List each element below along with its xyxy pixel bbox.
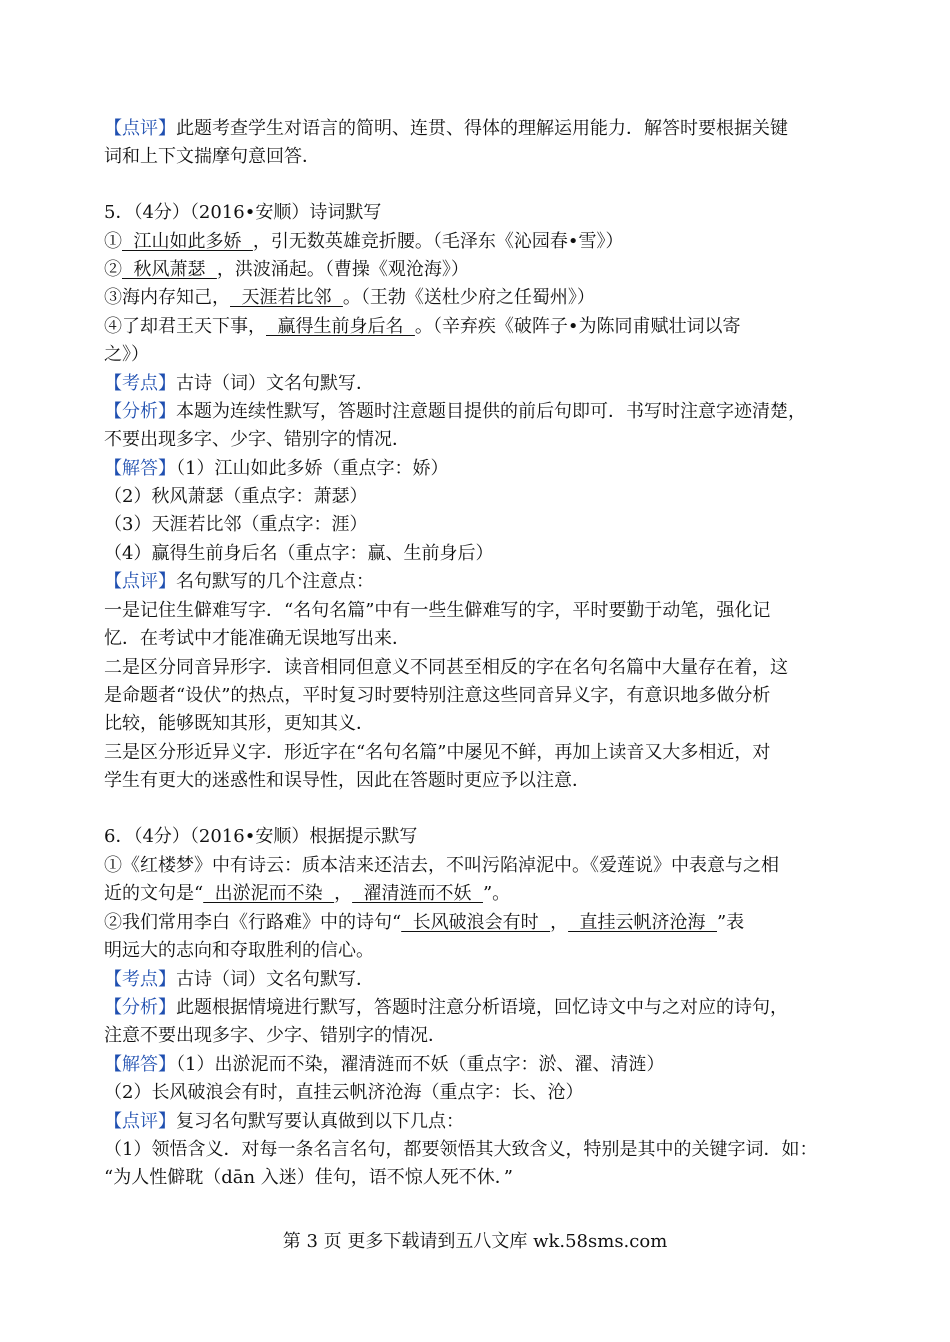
- answer-blank: 秋风萧瑟: [122, 259, 217, 280]
- comment-line: （1）领悟含义．对每一条名言名句，都要领悟其大致含义，特别是其中的关键字词．如：: [104, 1139, 818, 1160]
- comment-paragraph: [104, 115, 788, 144]
- q6-line-1: ①《红楼梦》中有诗云：质本洁来还洁去，不叫污陷淖泥中。《爱莲说》中表意与之相: [104, 855, 779, 876]
- analysis-text: 本题为连续性默写，答题时注意题目提供的前后句即可．书写时注意字迹清楚，: [176, 401, 806, 422]
- answer-line: （4）赢得生前身后名（重点字：赢、生前身后）: [104, 543, 494, 564]
- point-paragraph: [104, 966, 374, 995]
- point-text: 古诗（词）文名句默写．: [176, 373, 374, 394]
- comment-line: 二是区分同音异形字．读音相同但意义不同甚至相反的字在名句名篇中大量存在着，这: [104, 657, 788, 678]
- comment-line: 比较，能够既知其形，更知其义．: [104, 713, 374, 734]
- comment-text: 复习名句默写要认真做到以下几点：: [176, 1111, 464, 1132]
- comment-line: 忆．在考试中才能准确无误地写出来．: [104, 628, 410, 649]
- item-rest: ，洪波涌起。（曹操《观沧海》）: [216, 259, 469, 280]
- q5-item-4: [104, 313, 741, 342]
- text: ”表: [716, 912, 745, 933]
- point-text: 古诗（词）文名句默写．: [176, 969, 374, 990]
- analysis-text-cont: 注意不要出现多字、少字、错别字的情况．: [104, 1025, 446, 1046]
- q6-line-3: [104, 909, 744, 938]
- answer-text: （1）出淤泥而不染，濯清涟而不妖（重点字：淤、濯、清涟）: [176, 1054, 665, 1075]
- question-5-title: 5．（4分）（2016•安顺）诗词默写: [104, 202, 382, 223]
- text: ②我们常用李白《行路难》中的诗句“: [104, 912, 402, 933]
- q5-item-4-cont: 之》）: [104, 344, 149, 365]
- point-paragraph: [104, 370, 374, 399]
- analysis-paragraph: [104, 398, 806, 427]
- comment-line: 三是区分形近异义字．形近字在“名句名篇”中屡见不鲜，再加上读音又大多相近，对: [104, 742, 771, 763]
- answer-blank: 天涯若比邻: [230, 287, 343, 308]
- answer-blank: 赢得生前身后名: [266, 316, 415, 337]
- answer-blank: 直挂云帆济沧海: [568, 912, 717, 933]
- page-footer: 第 3 页 更多下载请到五八文库 wk.58sms.com: [282, 1231, 668, 1252]
- comment-line: 一是记住生僻难写字．“名句名篇”中有一些生僻难写的字，平时要勤于动笔，强化记: [104, 600, 771, 621]
- comment-paragraph: [104, 568, 374, 597]
- question-6-title: 6．（4分）（2016•安顺）根据提示默写: [104, 826, 418, 847]
- answer-blank: 长风破浪会有时: [401, 912, 551, 933]
- item-prefix: ③海内存知己，: [104, 287, 230, 308]
- point-tag: 【考点】: [104, 969, 176, 990]
- answer-tag: 【解答】: [104, 1054, 176, 1075]
- comment-line: 是命题者“设伏”的热点，平时复习时要特别注意这些同音异义字，有意识地多做分析: [104, 685, 771, 706]
- answer-blank: 出淤泥而不染: [203, 883, 335, 904]
- analysis-tag: 【分析】: [104, 401, 176, 422]
- analysis-paragraph: [104, 994, 788, 1023]
- analysis-tag: 【分析】: [104, 997, 176, 1018]
- analysis-text: 此题根据情境进行默写，答题时注意分析语境，回忆诗文中与之对应的诗句，: [176, 997, 788, 1018]
- q5-item-1: [104, 228, 624, 257]
- q5-item-2: [104, 256, 469, 285]
- answer-paragraph: [104, 1051, 664, 1080]
- answer-text: （1）江山如此多娇（重点字：娇）: [176, 458, 449, 479]
- item-prefix: ④了却君王天下事，: [104, 316, 266, 337]
- text: 近的文句是“: [104, 883, 204, 904]
- comment-line: 学生有更大的迷惑性和误导性，因此在答题时更应予以注意．: [104, 770, 590, 791]
- q6-line-2: [104, 880, 510, 909]
- text: ，: [334, 883, 353, 904]
- item-rest: ，引无数英雄竞折腰。（毛泽东《沁园春•雪》）: [252, 231, 624, 252]
- comment-paragraph: [104, 1108, 464, 1137]
- answer-blank: 濯清涟而不妖: [352, 883, 483, 904]
- answer-line: （2）长风破浪会有时，直挂云帆济沧海（重点字：长、沧）: [104, 1082, 584, 1103]
- answer-blank: 江山如此多娇: [122, 231, 253, 252]
- item-rest: 。（辛弃疾《破阵子•为陈同甫赋壮词以寄: [414, 316, 741, 337]
- comment-tag: 【点评】: [104, 118, 176, 139]
- text: ”。: [482, 883, 511, 904]
- item-prefix: ②: [104, 259, 122, 280]
- text: ，: [550, 912, 569, 933]
- analysis-text-cont: 不要出现多字、少字、错别字的情况．: [104, 429, 410, 450]
- q5-item-3: [104, 284, 595, 313]
- comment-text: 名句默写的几个注意点：: [176, 571, 374, 592]
- item-prefix: ①: [104, 231, 122, 252]
- answer-tag: 【解答】: [104, 458, 176, 479]
- comment-line: “为人性僻耽（dān 入迷）佳句，语不惊人死不休．”: [104, 1167, 513, 1188]
- point-tag: 【考点】: [104, 373, 176, 394]
- answer-paragraph: [104, 455, 448, 484]
- comment-text: 此题考查学生对语言的简明、连贯、得体的理解运用能力．解答时要根据关键: [176, 118, 788, 139]
- item-rest: 。（王勃《送杜少府之任蜀州》）: [342, 287, 595, 308]
- comment-text-cont: 词和上下文揣摩句意回答．: [104, 146, 320, 167]
- comment-tag: 【点评】: [104, 571, 176, 592]
- comment-tag: 【点评】: [104, 1111, 176, 1132]
- answer-line: （3）天涯若比邻（重点字：涯）: [104, 514, 368, 535]
- q6-line-4: 明远大的志向和夺取胜利的信心。: [104, 940, 374, 961]
- answer-line: （2）秋风萧瑟（重点字：萧瑟）: [104, 486, 368, 507]
